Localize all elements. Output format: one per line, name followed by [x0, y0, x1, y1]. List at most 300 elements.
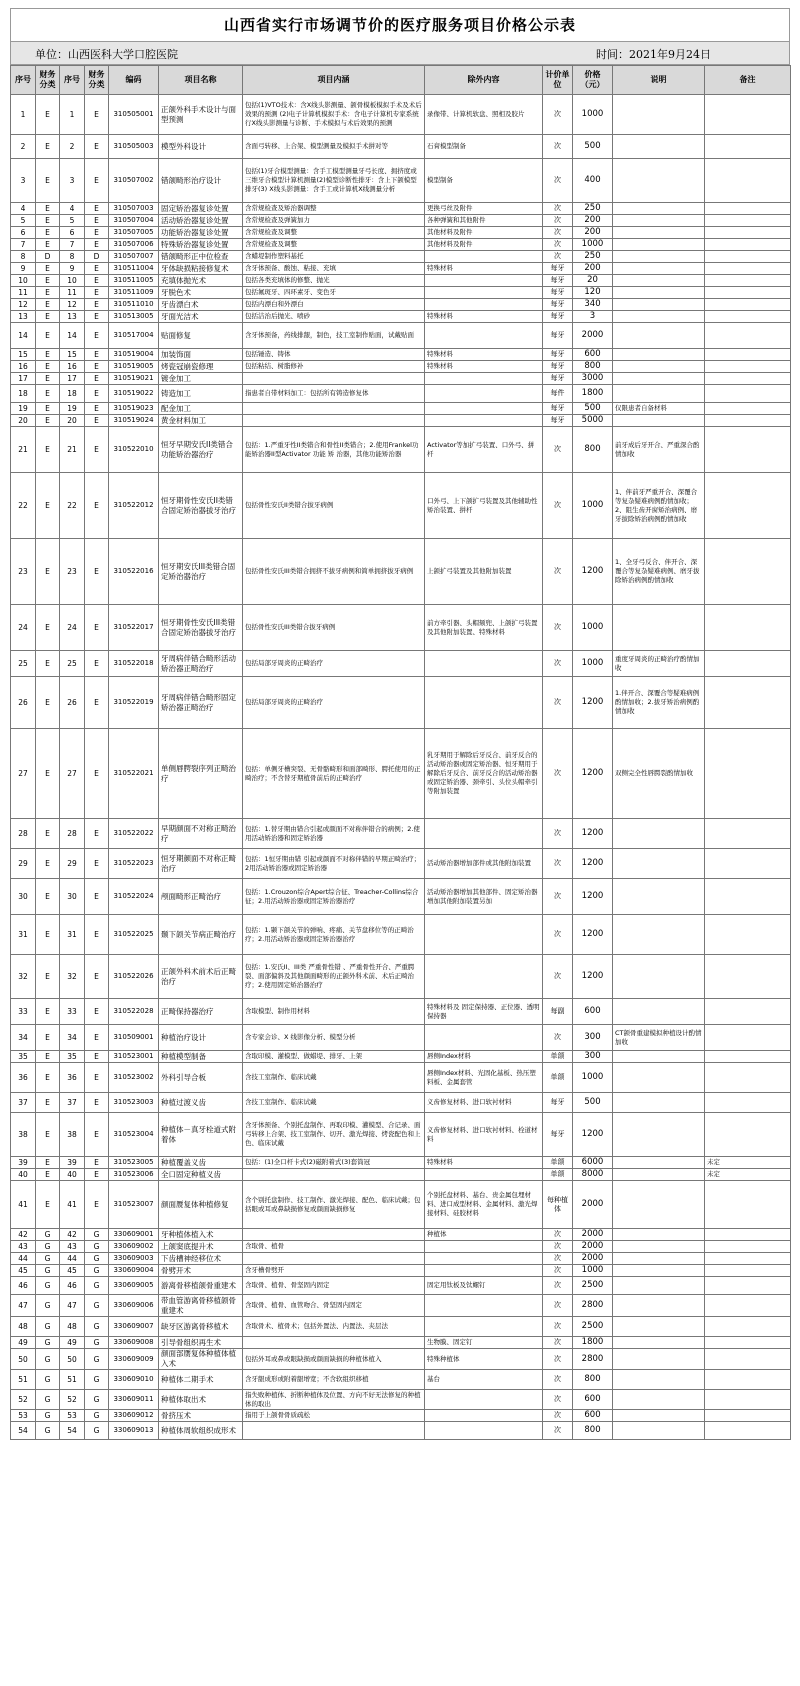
cell-finance-class-2: G: [85, 1253, 109, 1265]
cell-code: 310522016: [109, 539, 159, 605]
cell-excluded: 上颌扩弓装置及其他附加装置: [425, 539, 543, 605]
cell-notes: [613, 605, 705, 651]
table-row: [11, 915, 791, 955]
cell-seq-2: 22: [60, 473, 85, 539]
cell-unit: 每种植体: [543, 1181, 573, 1229]
cell-notes: [613, 1422, 705, 1440]
cell-finance-class-2: E: [85, 1169, 109, 1181]
cell-item-content: 含技工室制作、临床试戴: [243, 1063, 425, 1093]
cell-item-name: 黄金材料加工: [159, 415, 243, 427]
cell-seq: 54: [11, 1422, 36, 1440]
cell-seq: 51: [11, 1370, 36, 1390]
cell-item-content: 包括(1)VTO技术：含X线头影测量、颌骨模板模拟手术及术后效果的预测 (2)电子计算机模拟手术：含电子计算机专家系统行X线头影测量与诊断、手术模拟与术后效果的预测: [243, 95, 425, 135]
cell-seq: 3: [11, 159, 36, 203]
cell-unit: 每牙: [543, 299, 573, 311]
cell-finance-class-2: E: [85, 1025, 109, 1051]
cell-seq: 42: [11, 1229, 36, 1241]
table-body: [11, 95, 791, 1440]
cell-excluded: 义齿修复材料、进口软衬材料、栓道材料: [425, 1113, 543, 1157]
cell-price: 1000: [573, 473, 613, 539]
cell-remarks: [705, 349, 791, 361]
cell-remarks: [705, 605, 791, 651]
cell-item-name: 引导骨组织再生术: [159, 1337, 243, 1349]
cell-unit: 每牙: [543, 1113, 573, 1157]
cell-finance-class-2: G: [85, 1390, 109, 1410]
cell-unit: 次: [543, 239, 573, 251]
cell-excluded: 唇侧Index材料、光固化基板、热压塑料板、金属套管: [425, 1063, 543, 1093]
cell-seq-2: 54: [60, 1422, 85, 1440]
cell-unit: 次: [543, 879, 573, 915]
cell-code: 330609011: [109, 1390, 159, 1410]
cell-notes: [613, 287, 705, 299]
cell-finance-class: E: [36, 1093, 60, 1113]
cell-price: 1000: [573, 95, 613, 135]
cell-notes: [613, 415, 705, 427]
cell-unit: 次: [543, 605, 573, 651]
cell-finance-class: E: [36, 135, 60, 159]
cell-seq-2: 5: [60, 215, 85, 227]
cell-item-name: 下齿槽神经移位术: [159, 1253, 243, 1265]
cell-code: 310522019: [109, 677, 159, 729]
cell-remarks: [705, 1422, 791, 1440]
cell-item-content: 包括：单侧牙槽突裂、无骨骼畸形和面部畸形、腭托使用的正畸治疗；不含替牙期植骨前后的正畸治疗: [243, 729, 425, 819]
cell-excluded: [425, 1265, 543, 1277]
cell-finance-class-2: D: [85, 251, 109, 263]
cell-unit: 每牙: [543, 275, 573, 287]
cell-item-name: 带血管游离骨移植颌骨重建术: [159, 1295, 243, 1317]
cell-remarks: [705, 1093, 791, 1113]
cell-unit: 次: [543, 159, 573, 203]
cell-item-content: 含取印模、灌模型、做蜡堤、排牙、上架: [243, 1051, 425, 1063]
header-finance-class-2: 财务分类: [85, 66, 109, 95]
cell-excluded: 特殊材料及 固定保持器、正位器、透明保持器: [425, 999, 543, 1025]
table-row: [11, 1051, 791, 1063]
cell-seq: 17: [11, 373, 36, 385]
table-row: [11, 415, 791, 427]
header-price: 价格（元）: [573, 66, 613, 95]
cell-notes: 重度牙周炎的正畸治疗酌情加收: [613, 651, 705, 677]
cell-seq: 10: [11, 275, 36, 287]
cell-unit: 单颌: [543, 1051, 573, 1063]
cell-notes: [613, 1337, 705, 1349]
cell-item-content: 包括锤造、铸体: [243, 349, 425, 361]
cell-notes: [613, 135, 705, 159]
cell-price: 1200: [573, 849, 613, 879]
cell-unit: 次: [543, 1025, 573, 1051]
cell-excluded: 特殊材料: [425, 311, 543, 323]
cell-seq-2: 21: [60, 427, 85, 473]
cell-unit: 每牙: [543, 403, 573, 415]
cell-seq-2: 30: [60, 879, 85, 915]
table-row: [11, 263, 791, 275]
cell-code: 310523001: [109, 1051, 159, 1063]
cell-finance-class-2: E: [85, 403, 109, 415]
cell-unit: 次: [543, 849, 573, 879]
cell-remarks: [705, 361, 791, 373]
cell-finance-class: G: [36, 1410, 60, 1422]
cell-notes: [613, 819, 705, 849]
table-row: [11, 1181, 791, 1229]
cell-item-name: 恒牙期安氏III类错合固定矫治器治疗: [159, 539, 243, 605]
table-row: [11, 215, 791, 227]
cell-item-content: 含牙槽骨劈开: [243, 1265, 425, 1277]
cell-notes: [613, 95, 705, 135]
cell-item-name: 错颌畸形正中位检查: [159, 251, 243, 263]
cell-unit: 次: [543, 1349, 573, 1370]
cell-seq-2: 16: [60, 361, 85, 373]
cell-item-name: 功能矫治器复诊处置: [159, 227, 243, 239]
cell-seq: 43: [11, 1241, 36, 1253]
cell-item-name: 种植体取出术: [159, 1390, 243, 1410]
cell-excluded: 个别托盘材料、基台、贵金属包埋材料、进口成型材料、金属材料、激光焊接材料、硅胶材料: [425, 1181, 543, 1229]
cell-finance-class-2: G: [85, 1337, 109, 1349]
cell-item-content: 含技工室制作、临床试戴: [243, 1093, 425, 1113]
cell-seq: 2: [11, 135, 36, 159]
publish-date: 时间：2021年9月24日: [596, 48, 711, 61]
cell-notes: [613, 1349, 705, 1370]
cell-price: 1200: [573, 729, 613, 819]
cell-seq-2: 40: [60, 1169, 85, 1181]
cell-item-name: 牙体缺损粘接修复术: [159, 263, 243, 275]
cell-excluded: 录像带、计算机软盘、照相及胶片: [425, 95, 543, 135]
cell-seq: 47: [11, 1295, 36, 1317]
cell-excluded: 特殊材料: [425, 1157, 543, 1169]
cell-unit: 次: [543, 677, 573, 729]
table-row: [11, 651, 791, 677]
cell-item-content: 包括骨性安氏III类错合拥挤不拔牙病例和简单拥挤拔牙病例: [243, 539, 425, 605]
cell-unit: 每牙: [543, 311, 573, 323]
cell-excluded: [425, 677, 543, 729]
cell-price: 800: [573, 1370, 613, 1390]
cell-code: 310522017: [109, 605, 159, 651]
cell-seq-2: 39: [60, 1157, 85, 1169]
cell-remarks: [705, 215, 791, 227]
cell-finance-class: E: [36, 275, 60, 287]
cell-remarks: [705, 1349, 791, 1370]
price-table: [10, 65, 791, 1440]
cell-remarks: [705, 385, 791, 403]
table-row: [11, 1229, 791, 1241]
cell-seq: 36: [11, 1063, 36, 1093]
table-row: [11, 999, 791, 1025]
cell-seq: 15: [11, 349, 36, 361]
cell-remarks: [705, 287, 791, 299]
cell-finance-class-2: E: [85, 415, 109, 427]
cell-remarks: [705, 427, 791, 473]
cell-item-name: 正畸保持器治疗: [159, 999, 243, 1025]
cell-finance-class: E: [36, 203, 60, 215]
cell-seq-2: 2: [60, 135, 85, 159]
cell-notes: [613, 1093, 705, 1113]
cell-code: 310519005: [109, 361, 159, 373]
cell-finance-class-2: E: [85, 1157, 109, 1169]
cell-notes: [613, 275, 705, 287]
table-row: [11, 1113, 791, 1157]
cell-seq: 50: [11, 1349, 36, 1370]
cell-code: 310507002: [109, 159, 159, 203]
cell-remarks: [705, 323, 791, 349]
cell-price: 600: [573, 1390, 613, 1410]
cell-remarks: [705, 955, 791, 999]
cell-finance-class: E: [36, 1181, 60, 1229]
cell-code: 310507003: [109, 203, 159, 215]
cell-notes: [613, 1253, 705, 1265]
cell-finance-class: E: [36, 915, 60, 955]
table-row: [11, 1295, 791, 1317]
cell-price: 1200: [573, 879, 613, 915]
cell-finance-class-2: E: [85, 677, 109, 729]
table-row: [11, 239, 791, 251]
cell-finance-class: E: [36, 385, 60, 403]
cell-item-name: 牙脱色术: [159, 287, 243, 299]
cell-item-content: 含个别托盘制作、技工制作、激光焊接、配色、临床试戴；包括眼或耳或鼻缺损修复或颜面缺损修复: [243, 1181, 425, 1229]
cell-finance-class-2: E: [85, 159, 109, 203]
cell-seq: 4: [11, 203, 36, 215]
cell-seq-2: 37: [60, 1093, 85, 1113]
cell-excluded: [425, 1241, 543, 1253]
cell-seq: 24: [11, 605, 36, 651]
table-row: [11, 473, 791, 539]
cell-price: 1800: [573, 1337, 613, 1349]
cell-seq: 22: [11, 473, 36, 539]
cell-item-content: 含蜡堤制作塑料基托: [243, 251, 425, 263]
cell-item-content: 指患者自带材料加工：包括所有铸造修复体: [243, 385, 425, 403]
cell-remarks: [705, 1241, 791, 1253]
cell-finance-class: E: [36, 159, 60, 203]
cell-item-content: 含常规检查及矫治器调整: [243, 203, 425, 215]
cell-code: 310519004: [109, 349, 159, 361]
cell-price: 600: [573, 349, 613, 361]
cell-seq-2: 44: [60, 1253, 85, 1265]
cell-finance-class: E: [36, 361, 60, 373]
table-row: [11, 251, 791, 263]
cell-seq-2: 15: [60, 349, 85, 361]
cell-seq-2: 41: [60, 1181, 85, 1229]
cell-code: 310519022: [109, 385, 159, 403]
cell-unit: 次: [543, 215, 573, 227]
cell-item-name: 早期颜面不对称正畸治疗: [159, 819, 243, 849]
cell-unit: 次: [543, 1265, 573, 1277]
cell-price: 800: [573, 361, 613, 373]
cell-finance-class-2: E: [85, 215, 109, 227]
cell-finance-class-2: G: [85, 1410, 109, 1422]
cell-unit: 次: [543, 427, 573, 473]
cell-seq-2: 53: [60, 1410, 85, 1422]
table-row: [11, 403, 791, 415]
cell-code: 330609009: [109, 1349, 159, 1370]
cell-excluded: [425, 1169, 543, 1181]
cell-notes: [613, 373, 705, 385]
cell-finance-class-2: E: [85, 361, 109, 373]
cell-unit: 次: [543, 1317, 573, 1337]
cell-seq-2: 1: [60, 95, 85, 135]
cell-finance-class: G: [36, 1422, 60, 1440]
cell-item-name: 牙种植体植入术: [159, 1229, 243, 1241]
cell-seq-2: 19: [60, 403, 85, 415]
cell-unit: 每牙: [543, 415, 573, 427]
cell-finance-class: E: [36, 373, 60, 385]
cell-notes: [613, 1157, 705, 1169]
cell-seq-2: 18: [60, 385, 85, 403]
cell-price: 2800: [573, 1295, 613, 1317]
cell-seq-2: 26: [60, 677, 85, 729]
cell-remarks: [705, 677, 791, 729]
cell-finance-class-2: E: [85, 287, 109, 299]
price-sheet: [10, 8, 790, 1440]
cell-item-name: 配金加工: [159, 403, 243, 415]
header-seq-2: 序号: [60, 66, 85, 95]
cell-finance-class-2: E: [85, 299, 109, 311]
cell-finance-class-2: E: [85, 275, 109, 287]
cell-item-name: 游离骨移植颌骨重建术: [159, 1277, 243, 1295]
cell-unit: 次: [543, 203, 573, 215]
header-remarks: 备注: [705, 66, 791, 95]
cell-finance-class-2: G: [85, 1229, 109, 1241]
cell-item-content: 包括：1.颞下颌关节的弹响、疼痛、关节盘移位等的正畸治疗；2.用活动矫治器或固定矫治器治疗: [243, 915, 425, 955]
cell-item-name: 错颌畸形治疗设计: [159, 159, 243, 203]
cell-remarks: [705, 729, 791, 819]
cell-price: 1000: [573, 1063, 613, 1093]
cell-finance-class-2: E: [85, 239, 109, 251]
cell-item-name: 加装饰面: [159, 349, 243, 361]
cell-item-content: 包括洁治后抛光、喷砂: [243, 311, 425, 323]
cell-item-content: [243, 1229, 425, 1241]
cell-finance-class: E: [36, 1063, 60, 1093]
cell-item-name: 镀金加工: [159, 373, 243, 385]
table-row: [11, 427, 791, 473]
cell-remarks: [705, 473, 791, 539]
cell-notes: [613, 1063, 705, 1093]
cell-item-content: 包括：1.Crouzon综合Apert综合征、Treacher-Collins综合征；2.用活动矫治器或固定矫治器治疗: [243, 879, 425, 915]
cell-price: 2500: [573, 1277, 613, 1295]
cell-item-name: 铸造加工: [159, 385, 243, 403]
cell-price: 1200: [573, 955, 613, 999]
cell-item-content: 含取模型、制作用材料: [243, 999, 425, 1025]
cell-finance-class: G: [36, 1295, 60, 1317]
cell-notes: [613, 239, 705, 251]
cell-finance-class: G: [36, 1229, 60, 1241]
cell-notes: [613, 323, 705, 349]
cell-price: 1200: [573, 539, 613, 605]
cell-seq-2: 25: [60, 651, 85, 677]
table-row: [11, 159, 791, 203]
cell-finance-class: E: [36, 1169, 60, 1181]
cell-item-name: 外科引导合板: [159, 1063, 243, 1093]
cell-seq-2: 28: [60, 819, 85, 849]
cell-finance-class-2: G: [85, 1277, 109, 1295]
cell-remarks: [705, 1265, 791, 1277]
cell-item-content: [243, 373, 425, 385]
cell-item-content: [243, 403, 425, 415]
cell-finance-class: E: [36, 999, 60, 1025]
cell-excluded: [425, 385, 543, 403]
cell-unit: 每牙: [543, 1093, 573, 1113]
cell-seq-2: 12: [60, 299, 85, 311]
table-row: [11, 1370, 791, 1390]
cell-notes: [613, 1390, 705, 1410]
cell-notes: [613, 349, 705, 361]
cell-code: 330609008: [109, 1337, 159, 1349]
cell-price: 2500: [573, 1317, 613, 1337]
cell-excluded: [425, 373, 543, 385]
cell-item-name: 充填体抛光术: [159, 275, 243, 287]
cell-item-name: 固定矫治器复诊处置: [159, 203, 243, 215]
cell-finance-class-2: E: [85, 323, 109, 349]
cell-unit: 次: [543, 1337, 573, 1349]
cell-price: 120: [573, 287, 613, 299]
cell-notes: [613, 1169, 705, 1181]
cell-excluded: 乳牙期用于解除后牙反合、前牙反合的活动矫治器或固定矫治器、恒牙期用于解除后牙反合、前牙反合的活动矫治器或固定矫治器、颈牵引、头位头帽牵引等附加装置: [425, 729, 543, 819]
cell-item-content: 含常规检查及调整: [243, 239, 425, 251]
cell-item-content: 包括各类充填体的修整、抛光: [243, 275, 425, 287]
table-row: [11, 275, 791, 287]
cell-seq: 20: [11, 415, 36, 427]
cell-code: 310507007: [109, 251, 159, 263]
cell-code: 310522028: [109, 999, 159, 1025]
cell-finance-class: E: [36, 539, 60, 605]
cell-finance-class-2: G: [85, 1349, 109, 1370]
cell-seq-2: 50: [60, 1349, 85, 1370]
cell-remarks: [705, 135, 791, 159]
cell-unit: 次: [543, 915, 573, 955]
sheet-title: 山西省实行市场调节价的医疗服务项目价格公示表: [10, 8, 790, 41]
cell-item-content: 包括骨性安氏II类错合拔牙病例: [243, 473, 425, 539]
cell-code: 330609003: [109, 1253, 159, 1265]
cell-finance-class: E: [36, 263, 60, 275]
cell-seq: 7: [11, 239, 36, 251]
table-row: [11, 1025, 791, 1051]
cell-finance-class-2: E: [85, 227, 109, 239]
cell-unit: 次: [543, 1410, 573, 1422]
cell-remarks: [705, 263, 791, 275]
cell-finance-class-2: E: [85, 135, 109, 159]
cell-unit: 单颌: [543, 1063, 573, 1093]
cell-notes: 1、伴前牙严重开合、深覆合等复杂疑难病例酌情加收；2、阻生齿开窗矫治病例、磨牙拔除矫治病例酌情加收: [613, 473, 705, 539]
cell-finance-class: E: [36, 403, 60, 415]
cell-unit: 次: [543, 1390, 573, 1410]
cell-finance-class: E: [36, 849, 60, 879]
cell-price: 500: [573, 403, 613, 415]
cell-finance-class: E: [36, 819, 60, 849]
cell-notes: [613, 1370, 705, 1390]
cell-unit: 次: [543, 1370, 573, 1390]
cell-code: 310523004: [109, 1113, 159, 1157]
cell-seq: 40: [11, 1169, 36, 1181]
table-row: [11, 1063, 791, 1093]
table-row: [11, 287, 791, 299]
header-seq: 序号: [11, 66, 36, 95]
cell-notes: CT颌骨重建模拟种植设计酌情加收: [613, 1025, 705, 1051]
header-unit: 计价单位: [543, 66, 573, 95]
cell-seq-2: 34: [60, 1025, 85, 1051]
cell-finance-class-2: E: [85, 651, 109, 677]
cell-seq: 53: [11, 1410, 36, 1422]
cell-code: 310522010: [109, 427, 159, 473]
cell-seq-2: 4: [60, 203, 85, 215]
cell-remarks: [705, 1337, 791, 1349]
cell-item-name: 牙周病伴错合畸形活动矫治器正畸治疗: [159, 651, 243, 677]
cell-excluded: 前方牵引器、头帽颏兜、上颌扩弓装置及其他附加装置、特殊材料: [425, 605, 543, 651]
table-row: [11, 1265, 791, 1277]
cell-item-name: 缺牙区游离骨移植术: [159, 1317, 243, 1337]
cell-finance-class: E: [36, 955, 60, 999]
cell-code: 330609004: [109, 1265, 159, 1277]
header-code: 编码: [109, 66, 159, 95]
cell-excluded: 活动矫治器增加部件或其他附加装置: [425, 849, 543, 879]
cell-seq: 14: [11, 323, 36, 349]
cell-remarks: [705, 915, 791, 955]
cell-seq: 46: [11, 1277, 36, 1295]
